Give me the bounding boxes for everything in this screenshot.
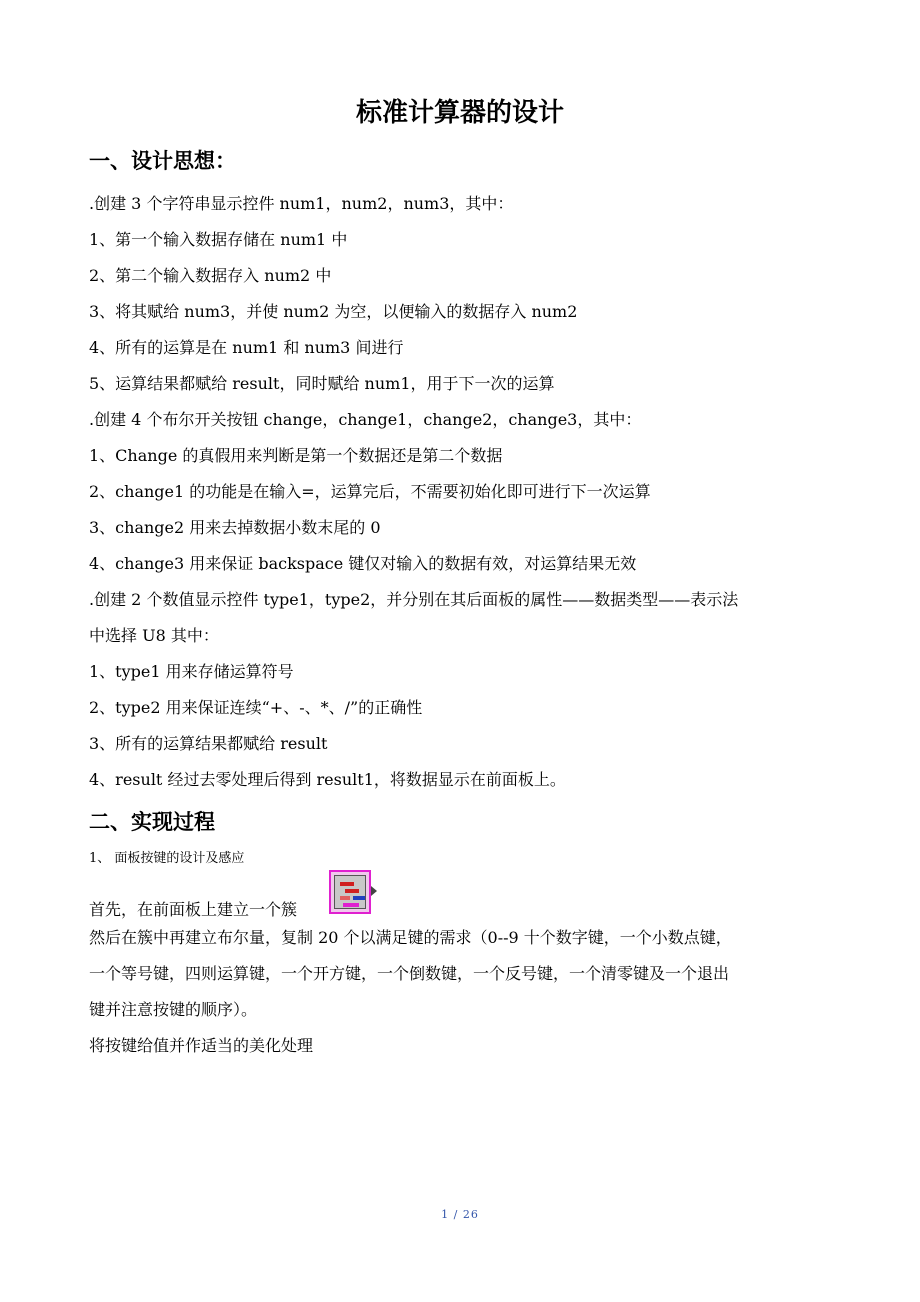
paragraph-line: 3、将其赋给 num3，并使 num2 为空，以便输入的数据存入 num2 — [89, 302, 578, 321]
paragraph-line: 3、change2 用来去掉数据小数末尾的 0 — [89, 518, 381, 537]
paragraph-line: 4、所有的运算是在 num1 和 num3 间进行 — [89, 338, 404, 357]
paragraph-line: 2、change1 的功能是在输入=，运算完后，不需要初始化即可进行下一次运算 — [89, 482, 651, 501]
cluster-constant-icon — [329, 870, 371, 914]
paragraph-line: 1、type1 用来存储运算符号 — [89, 662, 294, 681]
section-heading-design-idea: 一、设计思想： — [89, 149, 236, 173]
paragraph-line: 中选择 U8 其中： — [89, 626, 219, 645]
paragraph-line: .创建 2 个数值显示控件 type1，type2，并分别在其后面板的属性——数据类型——表示法 — [89, 590, 739, 609]
paragraph-line: 将按键给值并作适当的美化处理 — [89, 1036, 314, 1055]
paragraph-line: .创建 3 个字符串显示控件 num1，num2，num3，其中： — [89, 194, 514, 213]
paragraph-line: 4、change3 用来保证 backspace 键仅对输入的数据有效，对运算结果无效 — [89, 554, 637, 573]
paragraph-line: 5、运算结果都赋给 result，同时赋给 num1，用于下一次的运算 — [89, 374, 555, 393]
page-number: 1 / 26 — [441, 1208, 479, 1221]
paragraph-line: 2、第二个输入数据存入 num2 中 — [89, 266, 332, 285]
paragraph-line: 然后在簇中再建立布尔量，复制 20 个以满足键的需求（0--9 十个数字键，一个小数点键， — [89, 928, 732, 947]
paragraph-line: 2、type2 用来保证连续“+、-、*、/”的正确性 — [89, 698, 423, 717]
paragraph-line: 1、第一个输入数据存储在 num1 中 — [89, 230, 348, 249]
paragraph-line: 1、Change 的真假用来判断是第一个数据还是第二个数据 — [89, 446, 503, 465]
paragraph-line: 一个等号键，四则运算键，一个开方键，一个倒数键，一个反号键，一个清零键及一个退出 — [89, 964, 730, 983]
section-heading-implementation: 二、实现过程 — [89, 810, 215, 834]
paragraph-line: 键并注意按键的顺序）。 — [89, 1000, 258, 1019]
subsection-heading: 1、 面板按键的设计及感应 — [89, 851, 245, 866]
paragraph-line: 首先，在前面板上建立一个簇 — [89, 900, 298, 919]
paragraph-line: .创建 4 个布尔开关按钮 change，change1，change2，change3，其中： — [89, 410, 642, 429]
page-title: 标准计算器的设计 — [355, 98, 564, 128]
paragraph-line: 3、所有的运算结果都赋给 result — [89, 734, 328, 753]
paragraph-line: 4、result 经过去零处理后得到 result1，将数据显示在前面板上。 — [89, 770, 566, 789]
